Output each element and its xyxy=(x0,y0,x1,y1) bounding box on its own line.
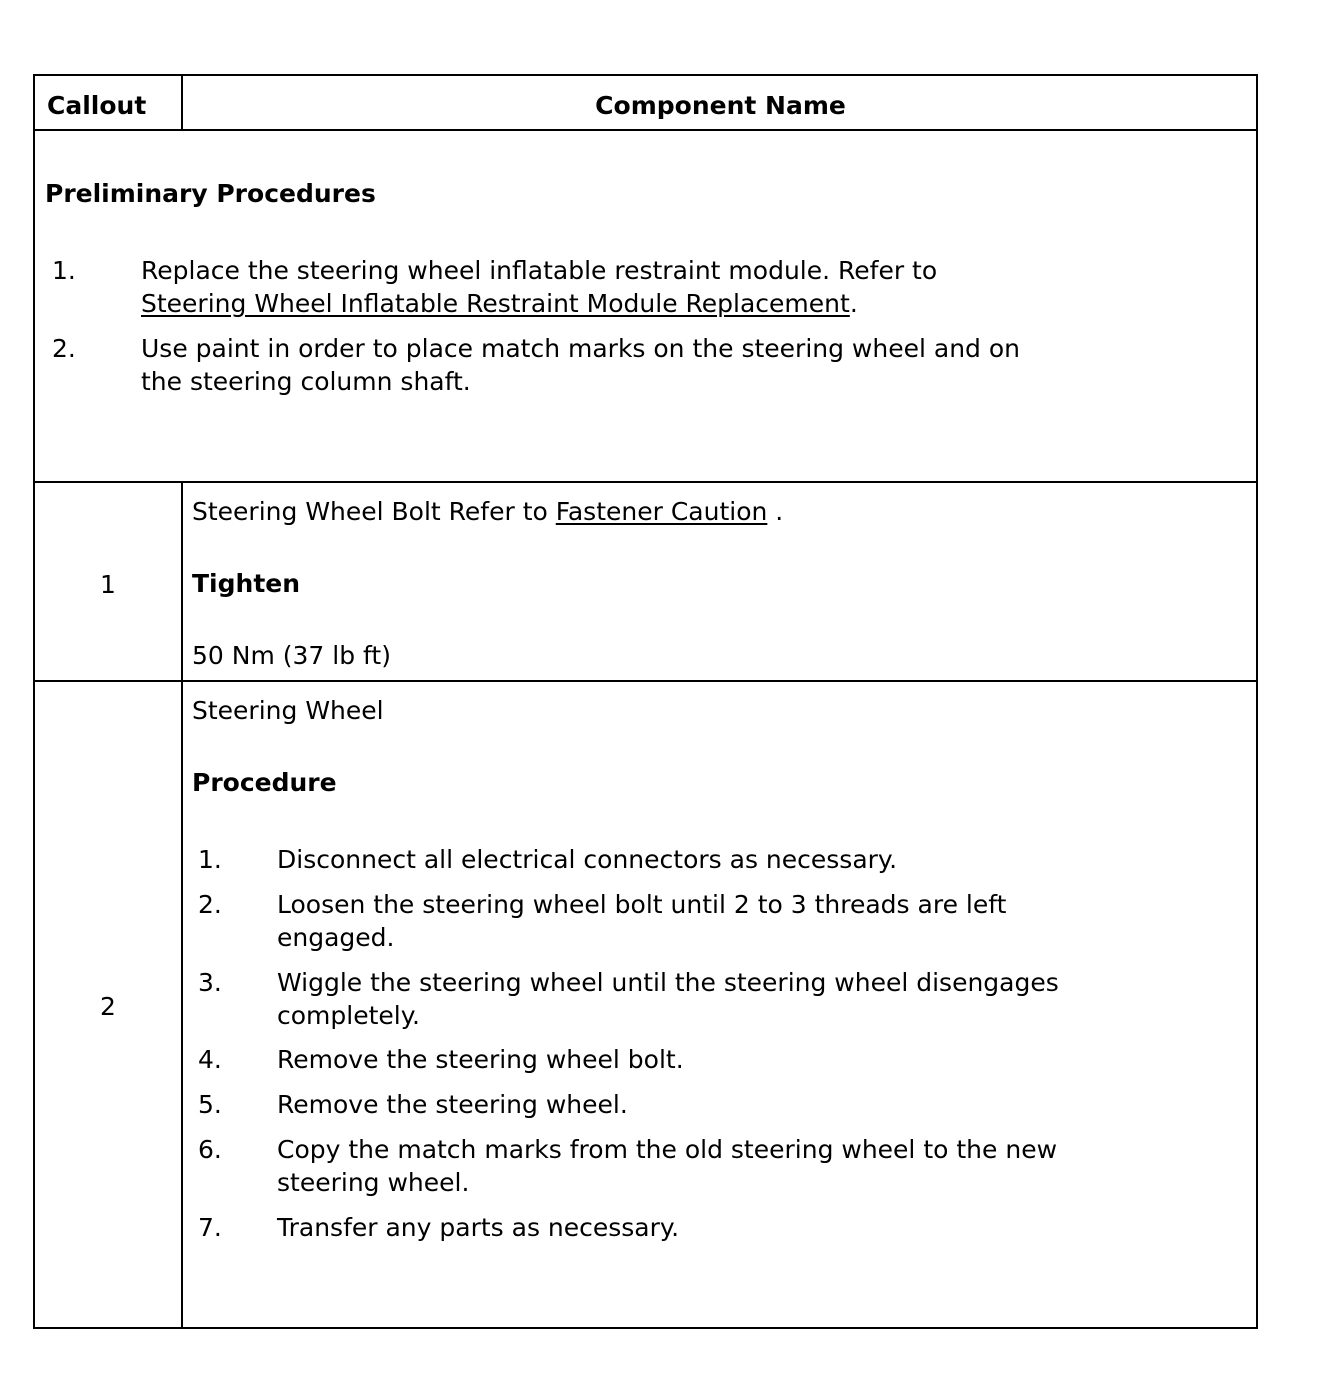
procedure-step-text: steering wheel. xyxy=(277,1168,470,1197)
component-name: Steering Wheel xyxy=(192,696,384,725)
procedure-step-number: 6. xyxy=(198,1135,222,1164)
callout-number: 2 xyxy=(100,992,116,1021)
procedure-step-number: 2. xyxy=(198,890,222,919)
preliminary-step-text: the steering column shaft. xyxy=(141,367,471,396)
procedure-step-1 xyxy=(277,843,897,876)
module-replacement-link[interactable]: Steering Wheel Inflatable Restraint Module Replacement xyxy=(141,289,850,318)
row-divider xyxy=(35,680,1256,682)
procedure-step-text: engaged. xyxy=(277,923,395,952)
preliminary-step-text: Replace the steering wheel inflatable restraint module. Refer to xyxy=(141,256,938,285)
procedure-step-2 xyxy=(277,888,1006,954)
preliminary-step-number: 1. xyxy=(52,256,76,285)
procedure-step-text: Loosen the steering wheel bolt until 2 to 3 threads are left xyxy=(277,890,1007,919)
component-name xyxy=(192,495,783,528)
preliminary-step-text: Use paint in order to place match marks on the steering wheel and on xyxy=(141,334,1020,363)
preliminary-step-1 xyxy=(141,254,937,320)
procedure-heading: Procedure xyxy=(192,768,337,797)
procedure-step-number: 3. xyxy=(198,968,222,997)
tighten-heading: Tighten xyxy=(192,569,301,598)
procedure-step-number: 7. xyxy=(198,1213,222,1242)
procedure-step-text: Copy the match marks from the old steering wheel to the new xyxy=(277,1135,1058,1164)
torque-value: 50 Nm (37 lb ft) xyxy=(192,641,391,670)
preliminary-step-2 xyxy=(141,332,1020,398)
procedure-step-5 xyxy=(277,1088,628,1121)
procedure-step-text: Transfer any parts as necessary. xyxy=(277,1213,680,1242)
component-table xyxy=(33,74,1258,1329)
preliminary-step-number: 2. xyxy=(52,334,76,363)
preliminary-title: Preliminary Procedures xyxy=(45,179,376,208)
body-column-divider xyxy=(181,481,183,1327)
procedure-step-text: completely. xyxy=(277,1001,420,1030)
callout-number: 1 xyxy=(100,570,116,599)
procedure-step-number: 4. xyxy=(198,1045,222,1074)
procedure-step-text: Wiggle the steering wheel until the steering wheel disengages xyxy=(277,968,1059,997)
procedure-step-text: Remove the steering wheel bolt. xyxy=(277,1045,684,1074)
procedure-step-7 xyxy=(277,1211,679,1244)
procedure-step-text: Disconnect all electrical connectors as necessary. xyxy=(277,845,898,874)
header-component-name: Component Name xyxy=(595,91,846,120)
procedure-step-number: 5. xyxy=(198,1090,222,1119)
procedure-step-number: 1. xyxy=(198,845,222,874)
header-callout: Callout xyxy=(47,91,147,120)
fastener-caution-link[interactable]: Fastener Caution xyxy=(555,497,768,526)
component-name-suffix: . xyxy=(767,497,784,526)
preliminary-divider xyxy=(35,481,1256,483)
component-name-text: Steering Wheel Bolt Refer to xyxy=(192,497,556,526)
procedure-step-3 xyxy=(277,966,1059,1032)
procedure-step-6 xyxy=(277,1133,1057,1199)
procedure-step-text: Remove the steering wheel. xyxy=(277,1090,628,1119)
preliminary-step-punct: . xyxy=(849,289,858,318)
procedure-step-4 xyxy=(277,1043,684,1076)
header-divider xyxy=(35,129,1256,131)
